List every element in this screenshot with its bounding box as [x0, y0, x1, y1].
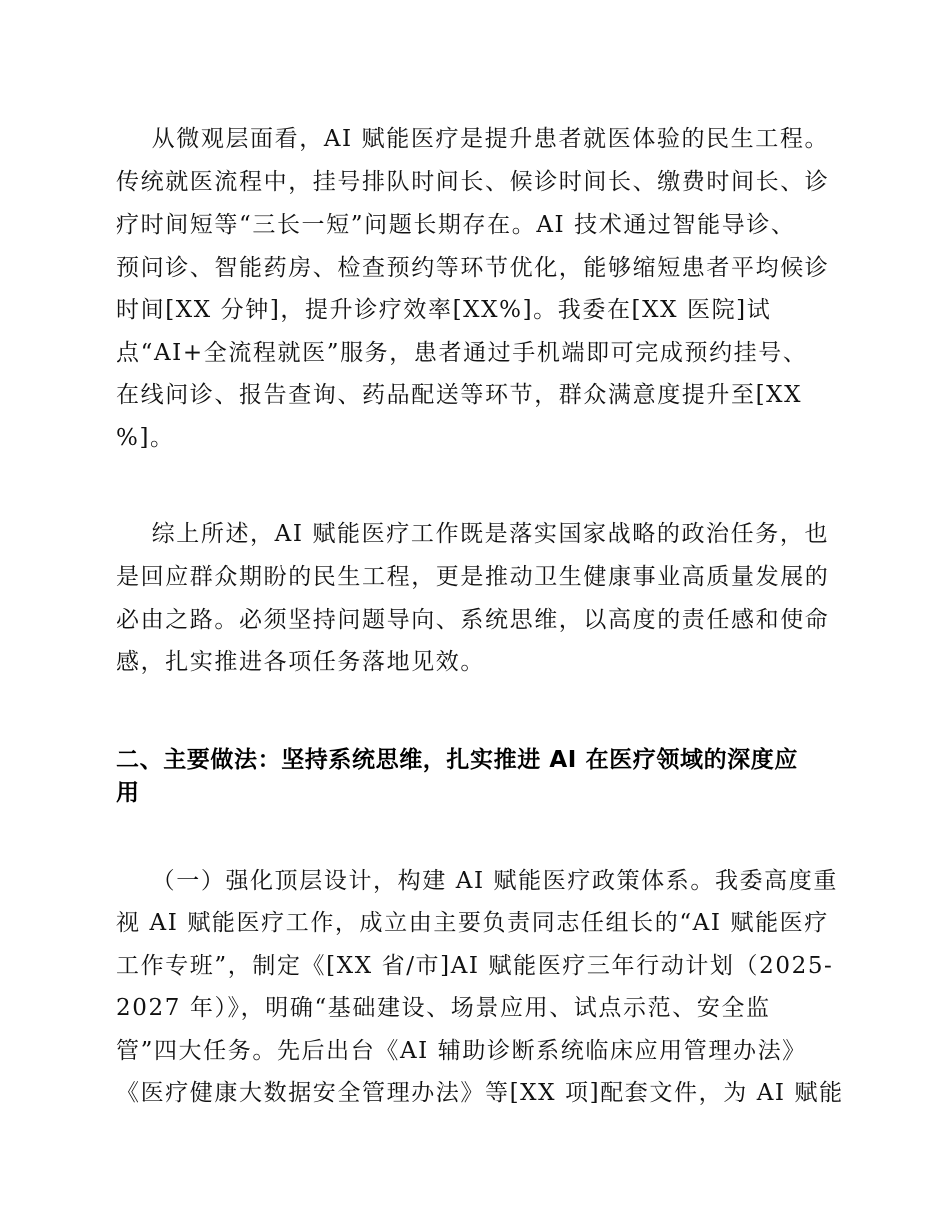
paragraph1-line-8: %]。	[116, 425, 175, 451]
paragraph1-line-1: 从微观层面看，AI 赋能医疗是提升患者就医体验的民生工程。	[116, 126, 830, 152]
paragraph2-line-2: 是回应群众期盼的民生工程，更是推动卫生健康事业高质量发展的	[116, 564, 830, 590]
paragraph1-line-4: 预问诊、智能药房、检查预约等环节优化，能够缩短患者平均候诊	[116, 255, 830, 281]
paragraph1-line-2: 传统就医流程中，挂号排队时间长、候诊时间长、缴费时间长、诊	[116, 169, 830, 195]
paragraph3-line-4: 2027 年）》，明确“基础建设、场景应用、试点示范、安全监	[116, 995, 771, 1021]
paragraph3-line-3: 工作专班”，制定《[XX 省/市]AI 赋能医疗三年行动计划（2025-	[116, 953, 834, 979]
paragraph2-line-4: 感，扎实推进各项任务落地见效。	[116, 649, 485, 675]
section-heading-line-2: 用	[116, 780, 140, 806]
paragraph1-line-6: 点“AI+全流程就医”服务，患者通过手机端即可完成预约挂号、	[116, 340, 808, 366]
paragraph1-line-3: 疗时间短等“三长一短”问题长期存在。AI 技术通过智能导诊、	[116, 212, 796, 238]
paragraph3-line-2: 视 AI 赋能医疗工作，成立由主要负责同志任组长的“AI 赋能医疗	[116, 910, 829, 936]
paragraph2-line-1: 综上所述，AI 赋能医疗工作既是落实国家战略的政治任务，也	[116, 521, 830, 547]
paragraph1-line-7: 在线问诊、报告查询、药品配送等环节，群众满意度提升至[XX	[116, 382, 803, 408]
paragraph2-line-3: 必由之路。必须坚持问题导向、系统思维，以高度的责任感和使命	[116, 607, 830, 633]
paragraph3-line-6: 《医疗健康大数据安全管理办法》等[XX 项]配套文件，为 AI 赋能	[116, 1080, 844, 1106]
paragraph1-line-5: 时间[XX 分钟]，提升诊疗效率[XX%]。我委在[XX 医院]试	[116, 297, 772, 323]
section-heading-line-1: 二、主要做法：坚持系统思维，扎实推进 AI 在医疗领域的深度应	[116, 747, 798, 773]
paragraph3-line-5: 管”四大任务。先后出台《AI 辅助诊断系统临床应用管理办法》	[116, 1038, 807, 1064]
paragraph3-line-1: （一）强化顶层设计，构建 AI 赋能医疗政策体系。我委高度重	[116, 868, 838, 894]
